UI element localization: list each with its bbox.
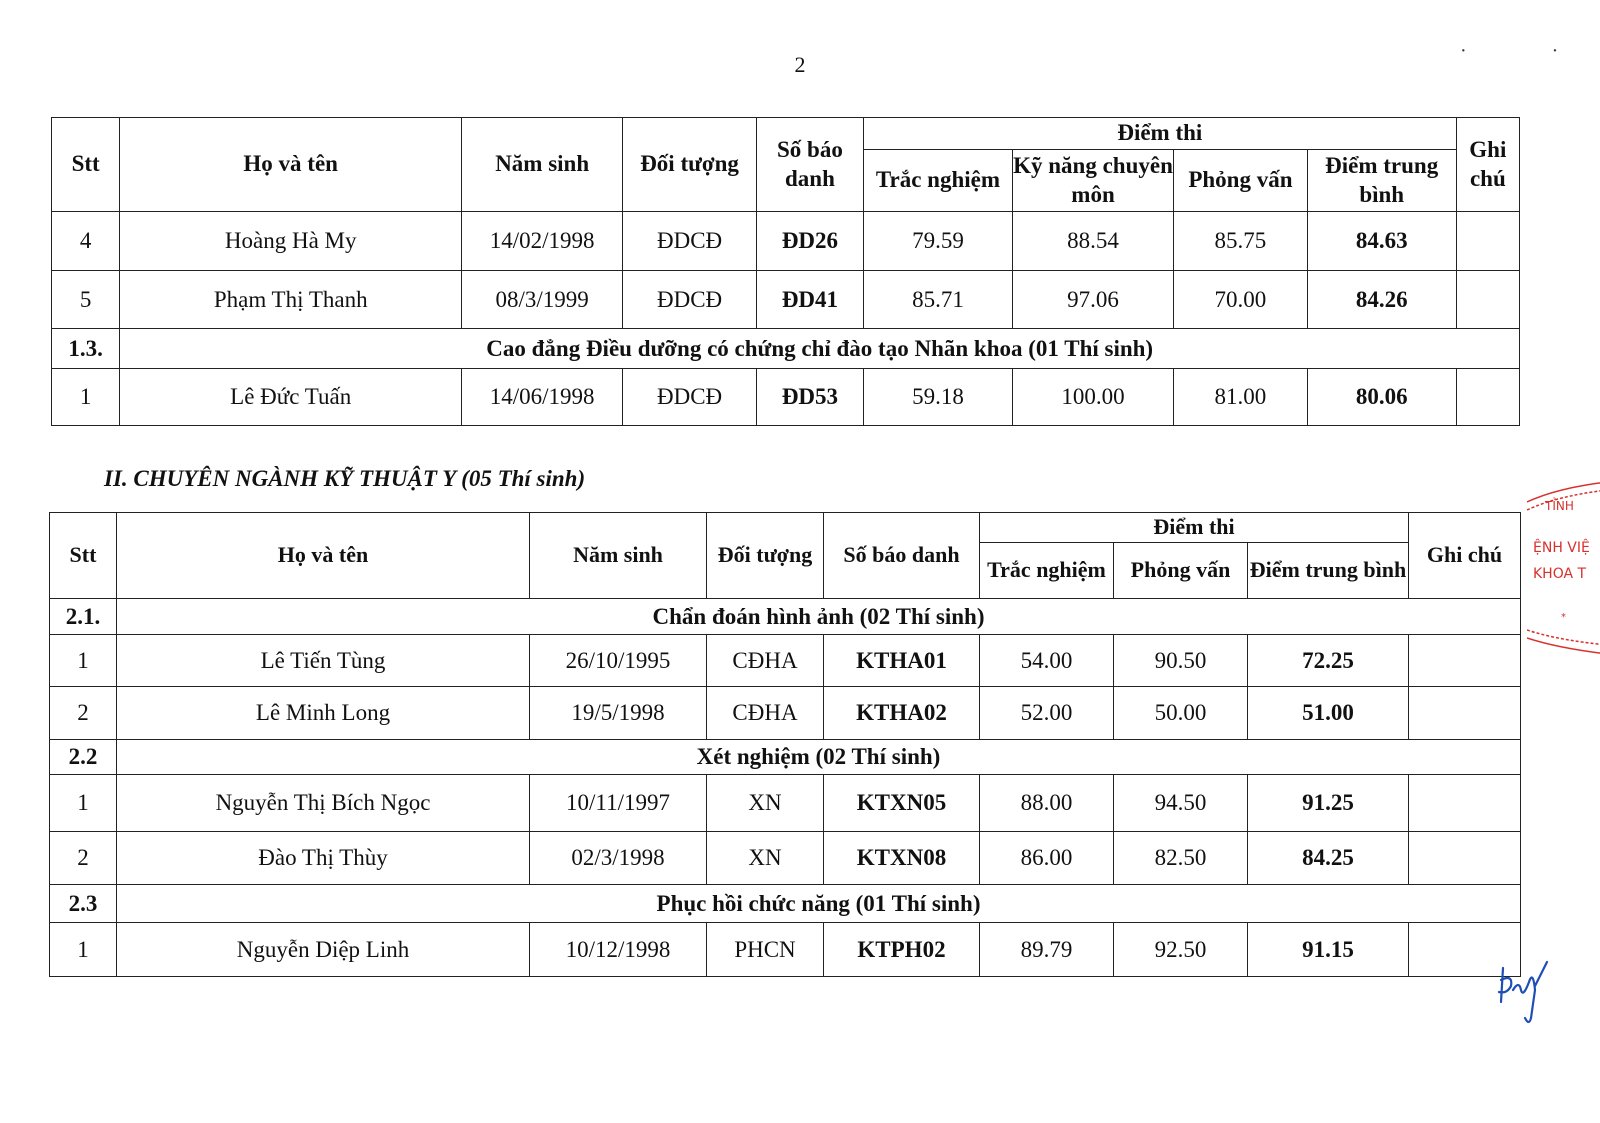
header-stt: Stt <box>52 118 120 212</box>
group-code: 1.3. <box>52 329 120 369</box>
cell-avg: 72.25 <box>1248 635 1409 687</box>
group-code: 2.3 <box>50 885 117 923</box>
cell-note <box>1409 832 1521 885</box>
cell-type: CĐHA <box>707 635 824 687</box>
group-title: Phục hồi chức năng (01 Thí sinh) <box>117 885 1521 923</box>
seal-icon <box>1527 480 1600 660</box>
cell-interview: 94.50 <box>1114 775 1248 832</box>
cell-avg: 84.25 <box>1248 832 1409 885</box>
cell-id: ĐD26 <box>756 212 863 271</box>
scan-dots: · · <box>1460 40 1599 62</box>
cell-test: 86.00 <box>980 832 1114 885</box>
red-seal-stamp <box>1527 480 1600 660</box>
cell-test: 59.18 <box>863 369 1012 426</box>
page-number: 2 <box>794 52 806 77</box>
header-avg: Điểm trung bình <box>1307 150 1456 212</box>
cell-note <box>1456 369 1519 426</box>
table-row <box>52 369 1520 426</box>
svg-text:TỈNH: TỈNH <box>1545 499 1574 513</box>
group-title: Xét nghiệm (02 Thí sinh) <box>117 740 1521 775</box>
cell-test: 85.71 <box>863 271 1012 329</box>
table-row <box>50 832 1521 885</box>
svg-text:*: * <box>1561 612 1566 623</box>
table-row <box>50 635 1521 687</box>
cell-birth: 10/12/1998 <box>530 923 707 977</box>
cell-interview: 70.00 <box>1174 271 1308 329</box>
header-name: Họ và tên <box>120 118 462 212</box>
cell-stt: 1 <box>52 369 120 426</box>
header-id: Số báo danh <box>824 513 980 599</box>
cell-stt: 1 <box>50 923 117 977</box>
cell-type: XN <box>707 832 824 885</box>
header-birth: Năm sinh <box>462 118 623 212</box>
cell-name: Đào Thị Thùy <box>117 832 530 885</box>
header-type: Đối tượng <box>623 118 757 212</box>
cell-type: ĐDCĐ <box>623 212 757 271</box>
signature-icon <box>1495 960 1555 1030</box>
cell-name: Lê Tiến Tùng <box>117 635 530 687</box>
cell-interview: 85.75 <box>1174 212 1308 271</box>
group-title: Chẩn đoán hình ảnh (02 Thí sinh) <box>117 599 1521 635</box>
cell-interview: 50.00 <box>1114 687 1248 740</box>
cell-avg: 84.63 <box>1307 212 1456 271</box>
section-heading: II. CHUYÊN NGÀNH KỸ THUẬT Y (05 Thí sinh) <box>104 466 586 491</box>
header-skill: Kỹ năng chuyên môn <box>1012 150 1173 212</box>
table-row <box>50 687 1521 740</box>
header-type: Đối tượng <box>707 513 824 599</box>
header-interview: Phỏng vấn <box>1174 150 1308 212</box>
cell-note <box>1409 635 1521 687</box>
cell-stt: 1 <box>50 635 117 687</box>
cell-test: 52.00 <box>980 687 1114 740</box>
cell-id: KTPH02 <box>824 923 980 977</box>
table-row <box>50 775 1521 832</box>
cell-avg: 91.25 <box>1248 775 1409 832</box>
group-row <box>50 885 1521 923</box>
group-row <box>50 740 1521 775</box>
cell-birth: 02/3/1998 <box>530 832 707 885</box>
cell-id: KTHA01 <box>824 635 980 687</box>
cell-birth: 10/11/1997 <box>530 775 707 832</box>
cell-name: Nguyễn Diệp Linh <box>117 923 530 977</box>
cell-id: ĐD53 <box>756 369 863 426</box>
cell-stt: 2 <box>50 687 117 740</box>
header-note: Ghi chú <box>1456 118 1519 212</box>
cell-id: ĐD41 <box>756 271 863 329</box>
cell-avg: 91.15 <box>1248 923 1409 977</box>
cell-interview: 82.50 <box>1114 832 1248 885</box>
cell-birth: 14/06/1998 <box>462 369 623 426</box>
cell-type: PHCN <box>707 923 824 977</box>
header-name: Họ và tên <box>117 513 530 599</box>
group-code: 2.1. <box>50 599 117 635</box>
cell-skill: 97.06 <box>1012 271 1173 329</box>
svg-text:ỆNH VIỆ: ỆNH VIỆ <box>1533 540 1590 556</box>
cell-id: KTXN08 <box>824 832 980 885</box>
cell-type: ĐDCĐ <box>623 369 757 426</box>
cell-interview: 81.00 <box>1174 369 1308 426</box>
cell-name: Lê Đức Tuấn <box>120 369 462 426</box>
cell-name: Lê Minh Long <box>117 687 530 740</box>
group-title: Cao đẳng Điều dưỡng có chứng chỉ đào tạo Nhãn khoa (01 Thí sinh) <box>120 329 1520 369</box>
cell-stt: 4 <box>52 212 120 271</box>
cell-skill: 88.54 <box>1012 212 1173 271</box>
cell-avg: 84.26 <box>1307 271 1456 329</box>
header-test: Trắc nghiệm <box>980 543 1114 599</box>
cell-name: Phạm Thị Thanh <box>120 271 462 329</box>
header-id: Số báo danh <box>756 118 863 212</box>
header-stt: Stt <box>50 513 117 599</box>
cell-note <box>1456 212 1519 271</box>
results-table-medical-technology <box>49 512 1521 977</box>
svg-text:KHOA T: KHOA T <box>1533 566 1587 582</box>
cell-birth: 26/10/1995 <box>530 635 707 687</box>
cell-birth: 14/02/1998 <box>462 212 623 271</box>
cell-note <box>1456 271 1519 329</box>
handwritten-signature <box>1495 960 1555 1035</box>
header-birth: Năm sinh <box>530 513 707 599</box>
cell-type: CĐHA <box>707 687 824 740</box>
cell-name: Hoàng Hà My <box>120 212 462 271</box>
cell-birth: 19/5/1998 <box>530 687 707 740</box>
results-table-nursing <box>51 117 1520 426</box>
cell-note <box>1409 775 1521 832</box>
cell-interview: 92.50 <box>1114 923 1248 977</box>
cell-interview: 90.50 <box>1114 635 1248 687</box>
cell-avg: 80.06 <box>1307 369 1456 426</box>
header-score: Điểm thi <box>863 118 1456 150</box>
table-row <box>50 923 1521 977</box>
group-row <box>52 329 1520 369</box>
cell-test: 79.59 <box>863 212 1012 271</box>
cell-stt: 5 <box>52 271 120 329</box>
table-row <box>52 212 1520 271</box>
cell-type: ĐDCĐ <box>623 271 757 329</box>
cell-test: 88.00 <box>980 775 1114 832</box>
cell-note <box>1409 687 1521 740</box>
cell-avg: 51.00 <box>1248 687 1409 740</box>
cell-id: KTHA02 <box>824 687 980 740</box>
cell-test: 54.00 <box>980 635 1114 687</box>
group-code: 2.2 <box>50 740 117 775</box>
header-score: Điểm thi <box>980 513 1409 543</box>
cell-id: KTXN05 <box>824 775 980 832</box>
header-interview: Phỏng vấn <box>1114 543 1248 599</box>
cell-name: Nguyễn Thị Bích Ngọc <box>117 775 530 832</box>
table-row <box>52 271 1520 329</box>
cell-skill: 100.00 <box>1012 369 1173 426</box>
header-note: Ghi chú <box>1409 513 1521 599</box>
group-row <box>50 599 1521 635</box>
header-test: Trắc nghiệm <box>863 150 1012 212</box>
cell-test: 89.79 <box>980 923 1114 977</box>
cell-stt: 2 <box>50 832 117 885</box>
header-avg: Điểm trung bình <box>1248 543 1409 599</box>
cell-birth: 08/3/1999 <box>462 271 623 329</box>
cell-stt: 1 <box>50 775 117 832</box>
cell-type: XN <box>707 775 824 832</box>
